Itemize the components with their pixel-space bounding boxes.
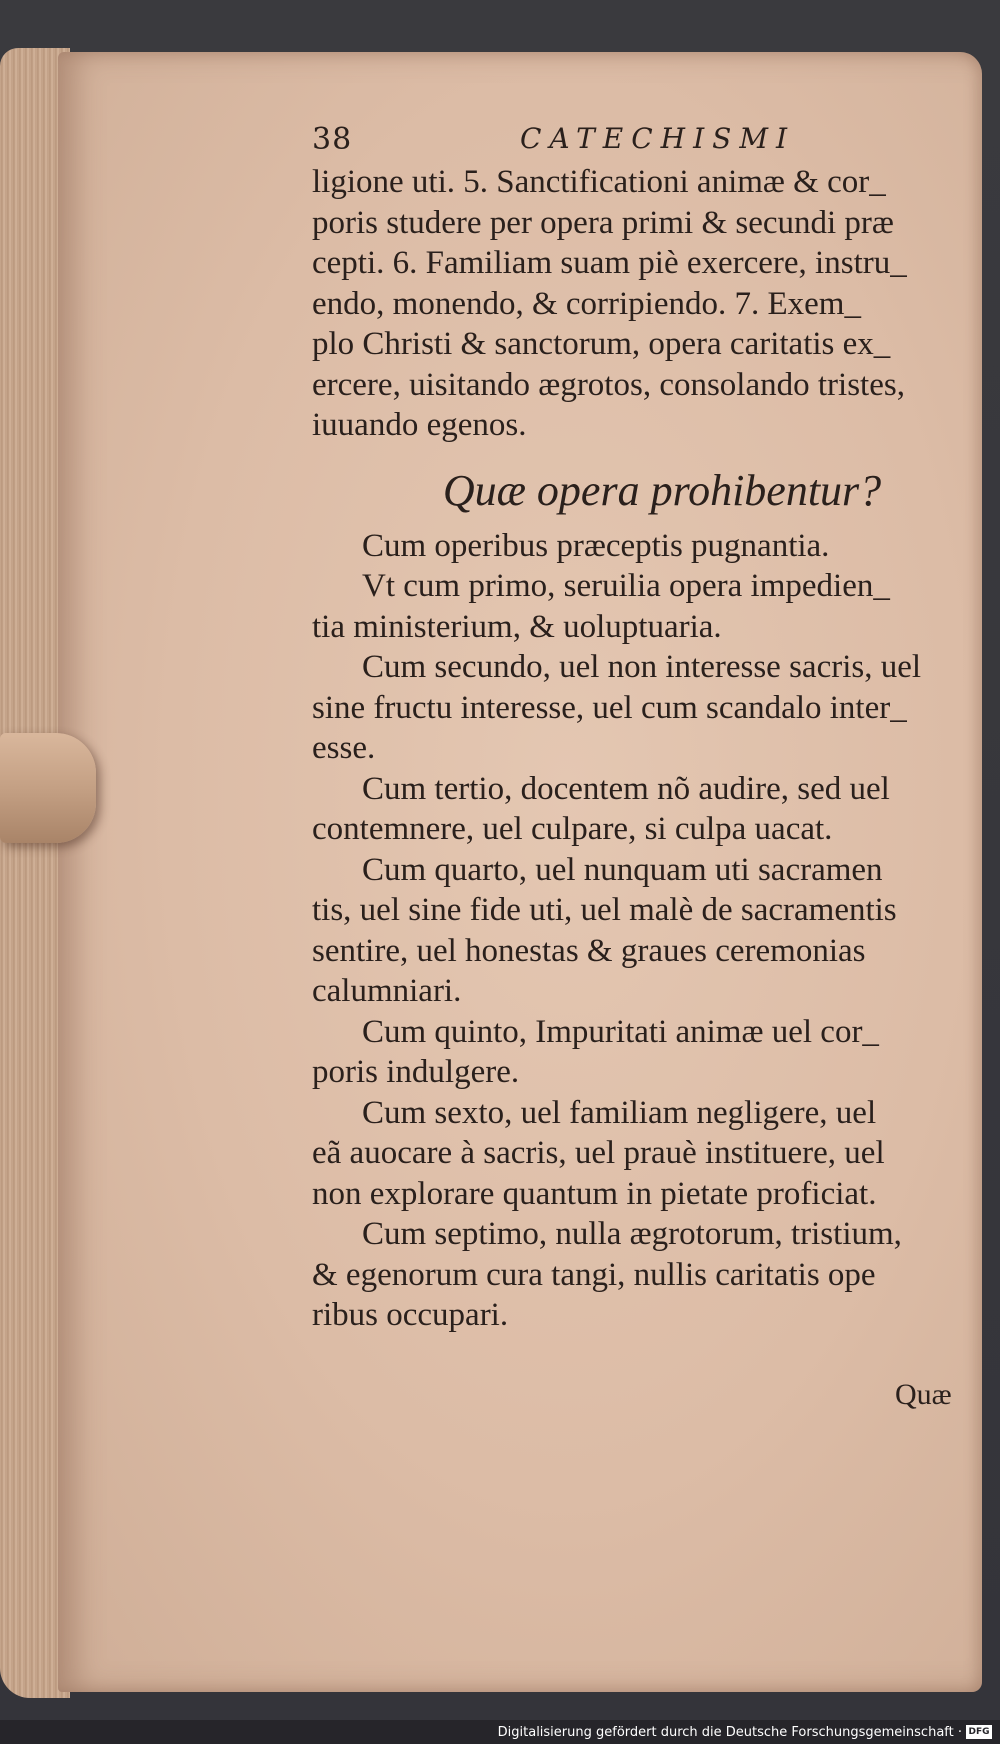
running-title: CATECHISMI xyxy=(520,122,796,155)
text-line: tia ministerium, & uoluptuaria. xyxy=(312,608,722,645)
text-line: Cum quarto, uel nunquam uti sacramen xyxy=(362,851,883,888)
text-line: eã auocare à sacris, uel prauè instituere, uel xyxy=(312,1135,885,1171)
text-line: Cum operibus præceptis pugnantia. xyxy=(362,527,830,564)
text-line: tis, uel sine fide uti, uel malè de sacramentis xyxy=(312,892,897,928)
text-line: sine fructu interesse, uel cum scandalo inter_ xyxy=(312,689,907,726)
text-line: Cum tertio, docentem nõ audire, sed uel xyxy=(362,770,890,807)
page-number: 38 xyxy=(312,122,353,157)
text-line: sentire, uel honestas & graues ceremonias xyxy=(312,932,866,969)
book-clasp xyxy=(0,733,96,843)
text-line: calumniari. xyxy=(312,973,462,1009)
text-line: poris indulgere. xyxy=(312,1054,520,1090)
text-line: ribus occupari. xyxy=(312,1297,509,1333)
text-line: Cum sexto, uel familiam negligere, uel xyxy=(362,1094,877,1131)
section-heading: Quæ opera prohibentur? xyxy=(442,465,882,515)
footer-bar xyxy=(0,1720,1000,1744)
text-line: & egenorum cura tangi, nullis caritatis ope xyxy=(312,1256,876,1293)
text-line: non explorare quantum in pietate proficiat. xyxy=(312,1175,877,1212)
text-line: ercere, uisitando ægrotos, consolando tristes, xyxy=(312,366,905,403)
text-line: plo Christi & sanctorum, opera caritatis ex_ xyxy=(312,326,891,362)
footer-credit: Digitalisierung gefördert durch die Deutsche Forschungsgemeinschaft · xyxy=(497,1725,962,1740)
running-head xyxy=(312,118,972,162)
text-line: iuuando egenos. xyxy=(312,407,527,443)
text-line: cepti. 6. Familiam suam piè exercere, instru_ xyxy=(312,245,907,281)
text-line: poris studere per opera primi & secundi præ xyxy=(312,204,894,241)
dfg-logo: DFG xyxy=(966,1725,992,1739)
catchword: Quæ xyxy=(895,1378,952,1411)
text-line: contemnere, uel culpare, si culpa uacat. xyxy=(312,811,833,847)
text-line: endo, monendo, & corripiendo. 7. Exem_ xyxy=(312,285,861,322)
text-line: ligione uti. 5. Sanctificationi animæ & cor_ xyxy=(312,164,886,200)
page-text xyxy=(312,118,972,1336)
text-line: Cum secundo, uel non interesse sacris, uel xyxy=(362,649,922,685)
text-line: Vt cum primo, seruilia opera impedien_ xyxy=(362,568,890,604)
text-line: Cum quinto, Impuritati animæ uel cor_ xyxy=(362,1013,879,1050)
text-line: esse. xyxy=(312,730,376,766)
text-line: Cum septimo, nulla ægrotorum, tristium, xyxy=(362,1216,902,1252)
